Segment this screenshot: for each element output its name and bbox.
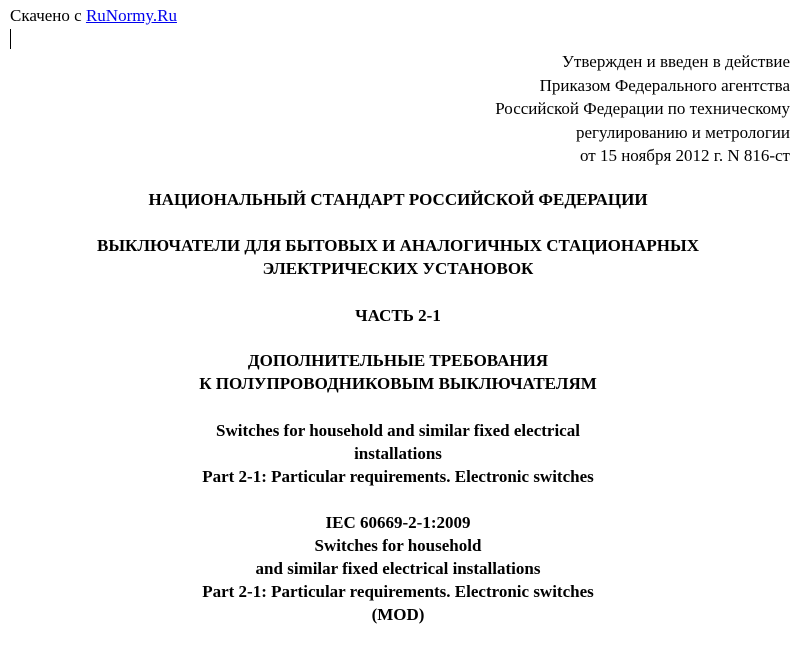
additional-line: ДОПОЛНИТЕЛЬНЫЕ ТРЕБОВАНИЯ (247, 351, 549, 370)
national-standard-heading (0, 188, 796, 211)
text-cursor (10, 29, 11, 49)
approval-line: Российской Федерации по техническому (495, 99, 790, 118)
approval-line: от 15 ноября 2012 г. N 816-ст (580, 146, 790, 165)
source-prefix: Скачено с (10, 6, 86, 25)
additional-requirements-heading (0, 349, 796, 395)
title-line: ВЫКЛЮЧАТЕЛИ ДЛЯ БЫТОВЫХ И АНАЛОГИЧНЫХ СТАЦИОНАРНЫХ (97, 236, 699, 255)
title-line: ЭЛЕКТРИЧЕСКИХ УСТАНОВОК (262, 259, 534, 278)
iec-line: and similar fixed electrical installations (255, 559, 541, 578)
additional-line: К ПОЛУПРОВОДНИКОВЫМ ВЫКЛЮЧАТЕЛЯМ (199, 374, 597, 393)
approval-line: Утвержден и введен в действие (561, 52, 790, 71)
source-link[interactable]: RuNormy.Ru (85, 6, 177, 25)
english-line: installations (354, 444, 442, 463)
iec-line: (MOD) (371, 605, 425, 624)
iec-reference (0, 511, 796, 626)
english-title (0, 419, 796, 488)
iec-line: Switches for household (314, 536, 482, 555)
iec-line: Part 2-1: Particular requirements. Electronic switches (202, 582, 594, 601)
approval-line: Приказом Федерального агентства (539, 75, 790, 95)
document-title (0, 234, 796, 280)
approval-block (370, 50, 790, 168)
english-line: Switches for household and similar fixed electrical (216, 421, 580, 440)
part-heading (0, 304, 796, 327)
english-line: Part 2-1: Particular requirements. Electronic switches (202, 467, 594, 486)
source-line (10, 6, 177, 26)
national-standard-text: НАЦИОНАЛЬНЫЙ СТАНДАРТ РОССИЙСКОЙ ФЕДЕРАЦИИ (148, 190, 648, 209)
part-text: ЧАСТЬ 2-1 (355, 306, 441, 325)
iec-line: IEC 60669-2-1:2009 (325, 513, 471, 532)
approval-line: регулированию и метрологии (575, 122, 790, 142)
